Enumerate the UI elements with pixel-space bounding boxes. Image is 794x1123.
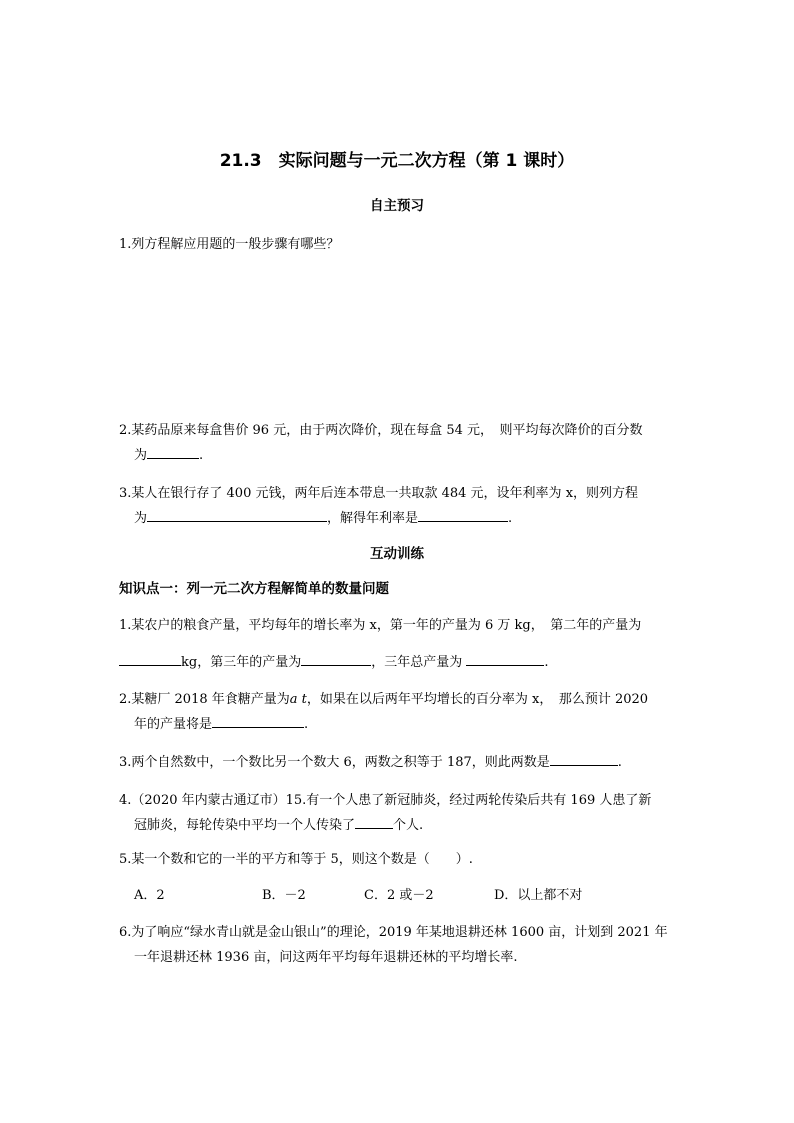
text-fragment: ，如果在以后两年平均增长的百分率为 x， 那么预计 2020 [306, 692, 649, 707]
training-question-2-line2 [134, 713, 308, 732]
section-heading-preview: 自主预习 [370, 198, 424, 214]
text-fragment: . [544, 655, 549, 670]
answer-blank[interactable] [301, 653, 371, 666]
text-fragment: . [617, 755, 622, 770]
training-question-3 [119, 751, 622, 770]
text-fragment: . [199, 448, 204, 463]
text-fragment: 个人. [393, 818, 424, 833]
preview-question-2-line2 [134, 444, 203, 463]
text-fragment: kg，第三年的产量为 [181, 655, 302, 670]
training-question-6-line2: 一年退耕还林 1936 亩，问这两年平均每年退耕还林的平均增长率. [134, 950, 518, 965]
page-title: 21.3 实际问题与一元二次方程（第 1 课时） [219, 151, 575, 171]
variable-at: a t [289, 692, 307, 707]
preview-question-3-line2 [134, 507, 512, 526]
answer-blank[interactable] [212, 715, 304, 728]
answer-blank[interactable] [355, 816, 393, 829]
training-question-5: 5.某一个数和它的一半的平方和等于 5，则这个数是（ ）. [119, 852, 473, 867]
knowledge-point-heading: 知识点一：列一元二次方程解简单的数量问题 [119, 581, 389, 597]
training-question-6-line1: 6.为了响应“绿水青山就是金山银山”的理论，2019 年某地退耕还林 1600 亩，计划到 2021 年 [119, 925, 668, 940]
training-question-2-line1 [119, 688, 648, 707]
text-fragment: . [508, 511, 513, 526]
text-fragment: ，三年总产量为 [371, 655, 463, 670]
text-fragment: 年的产量将是 [134, 717, 213, 732]
training-question-4-line1: 4.（2020 年内蒙古通辽市）15.有一个人患了新冠肺炎，经过两轮传染后共有 169 人患了新 [119, 793, 652, 808]
preview-question-1: 1.列方程解应用题的一般步骤有哪些？ [119, 237, 340, 252]
preview-question-3-line1: 3.某人在银行存了 400 元钱，两年后连本带息一共取款 484 元，设年利率为 x，则列方程 [119, 486, 639, 501]
text-fragment: 为 [134, 511, 148, 526]
answer-blank[interactable] [466, 653, 544, 666]
text-fragment: 冠肺炎，每轮传染中平均一个人传染了 [134, 818, 356, 833]
training-question-4-line2 [134, 814, 423, 833]
training-question-1-line2 [119, 651, 549, 670]
option-c[interactable]: C．2 或－2 [364, 888, 434, 903]
answer-blank[interactable] [418, 509, 508, 522]
text-fragment: 2.某糖厂 2018 年食糖产量为 [119, 692, 290, 707]
option-d[interactable]: D．以上都不对 [494, 888, 583, 903]
option-b[interactable]: B．－2 [262, 888, 306, 903]
answer-blank[interactable] [119, 653, 181, 666]
text-fragment: . [304, 717, 309, 732]
answer-blank[interactable] [147, 446, 199, 459]
text-fragment: ，解得年利率是 [327, 511, 419, 526]
training-question-1-line1: 1.某农户的粮食产量，平均每年的增长率为 x，第一年的产量为 6 万 kg， 第二年的产量为 [119, 618, 642, 633]
answer-blank[interactable] [550, 753, 618, 766]
preview-question-2-line1: 2.某药品原来每盒售价 96 元，由于两次降价，现在每盒 54 元， 则平均每次降价的百分数 [119, 423, 643, 438]
answer-blank[interactable] [147, 509, 327, 522]
text-fragment: 3.两个自然数中，一个数比另一个数大 6，两数之积等于 187，则此两数是 [119, 755, 550, 770]
section-heading-training: 互动训练 [370, 546, 424, 562]
option-a[interactable]: A．2 [134, 888, 165, 903]
text-fragment: 为 [134, 448, 148, 463]
